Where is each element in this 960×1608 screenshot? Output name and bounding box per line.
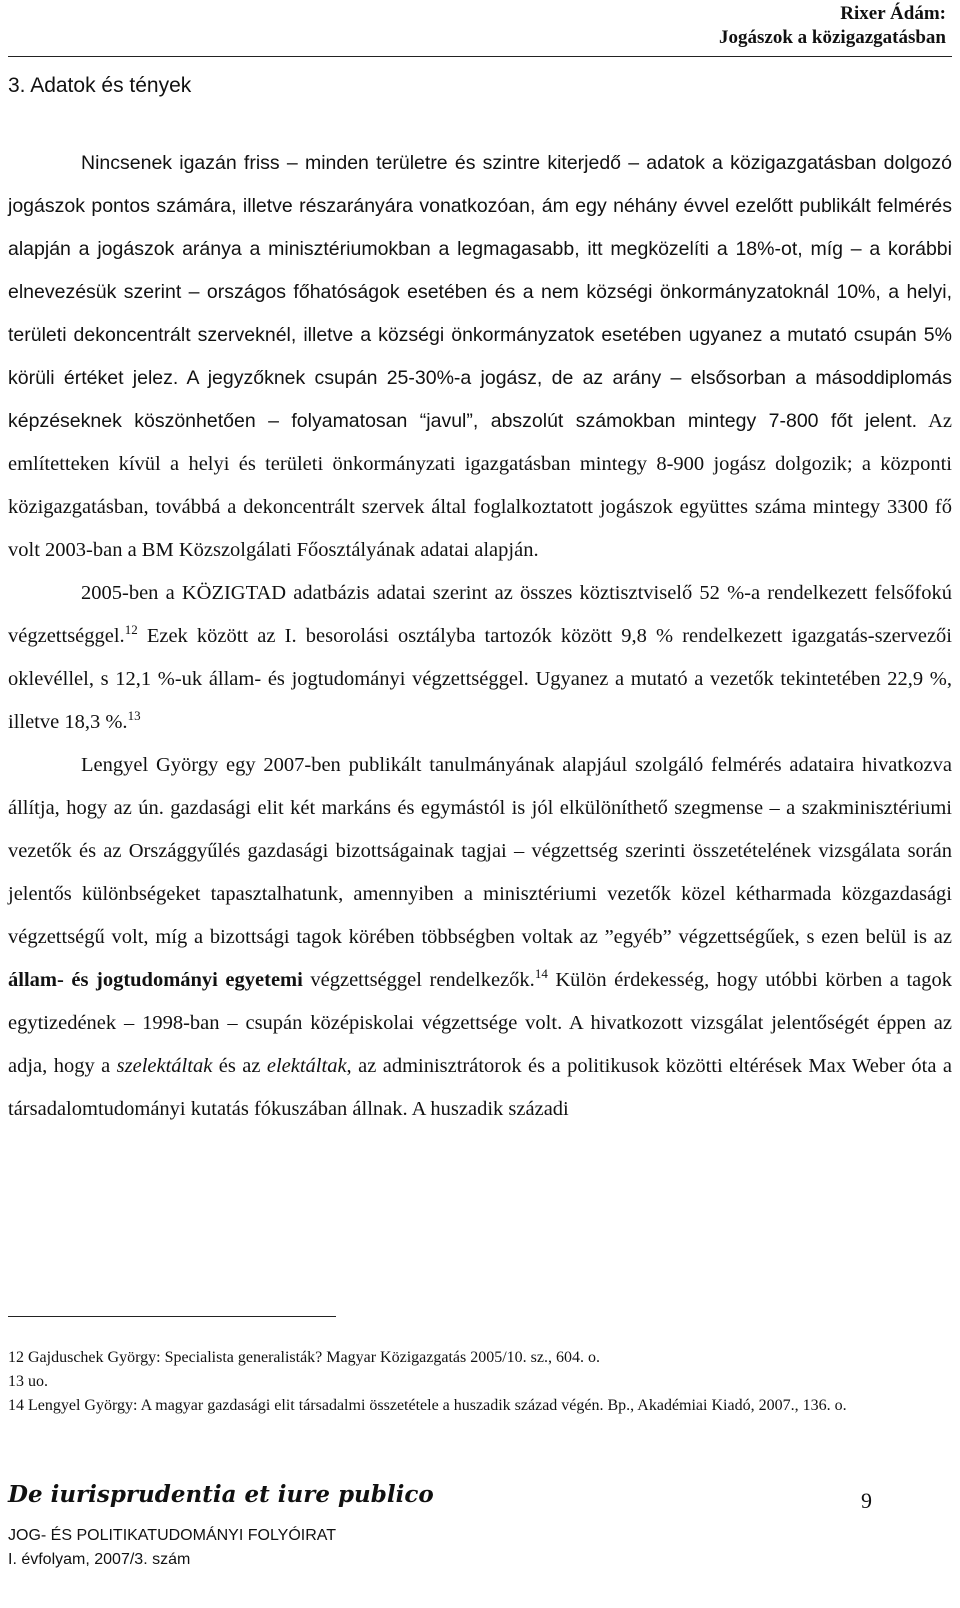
paragraph3-italic-elektaltak: elektáltak (266, 1055, 347, 1077)
body-text (8, 142, 952, 1131)
paragraph3-text1: Lengyel György egy 2007-ben publikált tanulmányának alapjául szolgáló felmérés adataira hivatkozva állítja, hogy az ún. gazdasági elit két markáns és egymástól is jól elkülöníthető szegmense – a szakminisztériumi vezetők és az Országgyűlés gazdasági bizottságainak tagjai – végzettség szerinti összetételének vizsgálata során jelentős különbségeket tapasztalhatunk, amennyiben a minisztériumi vezetők közel kétharmada közgazdasági végzettségű volt, míg a bizottsági tagok körében többségben voltak az ”egyéb” végzettségűek, s ezen belül is az (8, 754, 952, 948)
header-author: Rixer Ádám: (840, 3, 946, 24)
paragraph3-text2: végzettséggel rendelkezők. (302, 969, 535, 991)
paragraph-lengyel (8, 744, 952, 1131)
footnote-12: 12 Gajduschek György: Specialista generalisták? Magyar Közigazgatás 2005/10. sz., 604. o. (8, 1349, 600, 1366)
header-title: Jogászok a közigazgatásban (719, 27, 946, 48)
page-number: 9 (861, 1488, 872, 1513)
paragraph3-bold: állam- és jogtudományi egyetemi (8, 969, 303, 991)
paragraph2-text1: 2005-ben a KÖZIGTAD adatbázis adatai szerint az összes köztisztviselő 52 %-a rendelkezett felsőfokú végzettséggel. (8, 582, 952, 647)
footnote-rule (8, 1316, 336, 1317)
footnote-14: 14 Lengyel György: A magyar gazdasági elit társadalmi összetétele a huszadik század végén. Bp., Akadémiai Kiadó, 2007., 136. o. (8, 1397, 847, 1414)
section-title: 3. Adatok és tények (8, 74, 192, 97)
footer-journal-title: De iurisprudentia et iure publico (8, 1481, 434, 1508)
paragraph1-text-sans: Nincsenek igazán friss – minden területre és szintre kiterjedő – adatok a közigazgatásban dolgozó jogászok pontos számára, illetve részarányára vonatkozóan, ám egy néhány évvel ezelőtt publikált felmérés alapján a jogászok aránya a minisztériumokban a legmagasabb, itt megközelíti a 18%-ot, míg – a korábbi elnevezésük szerint – országos főhatóságok esetében és a nem községi önkormányzatoknál 10%, a helyi, területi dekoncentrált szerveknél, illetve a községi önkormányzatok esetében ugyanez a mutató csupán 5% körüli értéket jelez. A jegyzőknek csupán 25-30%-a jogász, de az arány – elsősorban a másoddiplomás képzéseknek köszönhetően – folyamatosan “javul”, abszolút számokban mintegy 7-800 főt jelent. (8, 152, 952, 432)
paragraph3-italic-szelektaltak: szelektáltak (116, 1055, 213, 1077)
running-header (719, 2, 946, 50)
header-rule (8, 56, 952, 57)
paragraph3-text5: , az adminisztrátorok és a politikusok közötti eltérések Max Weber óta a társadalomtudományi kutatás fókuszában állnak. A huszadik századi (8, 1055, 952, 1120)
footnotes (8, 1346, 952, 1418)
paragraph3-text3: Külön érdekesség, hogy utóbbi körben a tagok egytizedének – 1998-ban – csupán középiskolai végzettsége volt. A hivatkozott vizsgálat jelentőségét éppen az adja, hogy a (8, 969, 952, 1077)
footnote-ref-13[interactable]: 13 (127, 708, 141, 723)
paragraph2-text2: Ezek között az I. besorolási osztályba tartozók között 9,8 % rendelkezett igazgatás-szervezői oklevéllel, s 12,1 %-uk állam- és jogtudományi végzettséggel. Ugyanez a mutató a vezetők tekintetében 22,9 %, illetve 18,3 %. (8, 625, 952, 733)
footnote-ref-14[interactable]: 14 (534, 966, 548, 981)
footnote-ref-12[interactable]: 12 (124, 622, 138, 637)
paragraph-kozigtad (8, 572, 952, 744)
footnote-13: 13 uo. (8, 1373, 48, 1390)
footer-subtitle: JOG- ÉS POLITIKATUDOMÁNYI FOLYÓIRAT (8, 1527, 337, 1544)
paragraph3-text4: és az (212, 1055, 267, 1077)
footer-volume: I. évfolyam, 2007/3. szám (8, 1551, 191, 1568)
footer-subtitle-block (8, 1524, 336, 1572)
paragraph1-text-serif: Az említetteken kívül a helyi és területi önkormányzati igazgatásban mintegy 8-900 jogász dolgozik; a központi közigazgatásban, továbbá a dekoncentrált szervek által foglalkoztatott jogászok együttes száma mintegy 3300 fő volt 2003-ban a BM Közszolgálati Főosztályának adatai alapján. (8, 410, 952, 561)
paragraph-data-facts (8, 142, 952, 572)
